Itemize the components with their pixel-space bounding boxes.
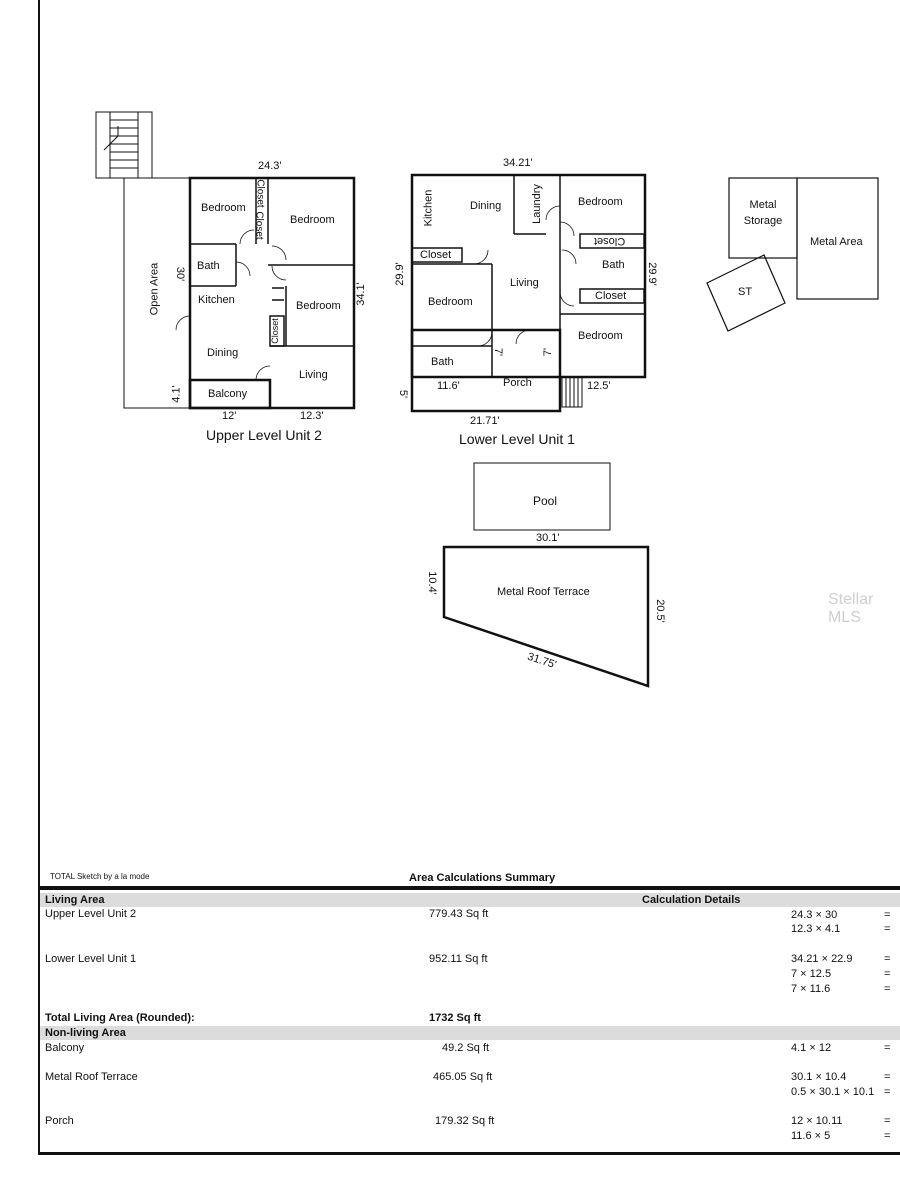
dim-lower-porch-b: 7'	[542, 347, 555, 357]
room-lower-bath-left: Bath	[431, 356, 454, 368]
dim-upper-right: 34.1'	[354, 282, 367, 306]
row-calc: 7 × 12.5	[791, 968, 832, 980]
total-living-value: 1732 Sq ft	[429, 1012, 481, 1024]
dim-lower-left: 29.9'	[393, 262, 406, 286]
row-area: 779.43 Sq ft	[429, 908, 489, 920]
room-lower-living: Living	[510, 277, 539, 289]
dim-upper-top: 24.3'	[258, 160, 282, 172]
room-lower-porch: Porch	[503, 377, 532, 389]
dim-terrace-bottom: 31.75'	[525, 650, 558, 672]
room-lower-bath-right: Bath	[602, 259, 625, 271]
row-calc: 7 × 11.6	[791, 983, 831, 995]
room-upper-dining: Dining	[207, 347, 239, 359]
living-header-band	[40, 893, 900, 907]
row-eq: =	[884, 1086, 891, 1098]
caption-lower-unit: Lower Level Unit 1	[459, 431, 575, 447]
row-name: Metal Roof Terrace	[45, 1071, 138, 1083]
room-upper-bedroom-1: Bedroom	[201, 202, 246, 214]
room-metal-area: Metal Area	[810, 236, 863, 248]
dim-terrace-left: 10.4'	[425, 571, 438, 595]
calc-details-header: Calculation Details	[642, 894, 741, 906]
room-upper-closet-3: Closet	[269, 318, 280, 344]
room-lower-closet-2: Closet	[594, 235, 626, 247]
room-upper-closet-2: Closet	[253, 211, 265, 240]
dim-lower-bottom-left: 11.6'	[437, 380, 460, 392]
room-lower-kitchen: Kitchen	[422, 189, 435, 227]
row-name: Balcony	[45, 1042, 85, 1054]
room-upper-balcony: Balcony	[208, 388, 248, 400]
row-calc: 12.3 × 4.1	[791, 923, 841, 935]
total-living-label: Total Living Area (Rounded):	[45, 1012, 195, 1024]
room-upper-bath: Bath	[197, 260, 220, 272]
dim-lower-right: 29.9'	[645, 262, 658, 286]
dim-upper-open-side: 4.1'	[170, 385, 183, 403]
dim-lower-porch-a: 7'	[492, 347, 505, 357]
dim-terrace-right: 20.5'	[653, 599, 666, 623]
row-area: 465.05 Sq ft	[433, 1071, 493, 1083]
room-lower-bedroom-3: Bedroom	[578, 330, 623, 342]
room-lower-dining: Dining	[470, 200, 502, 212]
nonliving-header-band	[40, 1026, 900, 1040]
row-calc: 34.21 × 22.9	[791, 953, 853, 965]
row-calc: 24.3 × 30	[791, 909, 838, 921]
summary-top-rule	[38, 886, 900, 890]
outbuildings-plan	[707, 178, 878, 331]
stairs-icon	[96, 112, 152, 178]
row-calc: 0.5 × 30.1 × 10.1	[791, 1086, 875, 1098]
summary-bottom-rule	[38, 1152, 900, 1155]
room-lower-closet-1: Closet	[420, 249, 452, 261]
room-st: ST	[738, 286, 753, 298]
row-eq: =	[884, 909, 891, 921]
room-upper-closet-1: Closet	[254, 179, 266, 208]
row-name: Porch	[45, 1115, 74, 1127]
terrace-label: Metal Roof Terrace	[497, 586, 590, 598]
row-calc: 12 × 10.11	[791, 1115, 843, 1127]
row-area: 179.32 Sq ft	[435, 1115, 495, 1127]
dim-lower-bottom: 21.71'	[470, 415, 500, 427]
dim-lower-bottom-right: 12.5'	[587, 380, 611, 392]
row-area: 952.11 Sq ft	[429, 953, 488, 965]
room-upper-bedroom-2: Bedroom	[290, 214, 335, 226]
room-open-area: Open Area	[148, 262, 161, 316]
dim-upper-left: 30'	[174, 266, 187, 282]
dim-lower-small: 5'	[397, 389, 410, 399]
entry-steps-icon	[562, 377, 582, 407]
row-calc: 30.1 × 10.4	[791, 1071, 847, 1083]
dim-upper-bottom-left: 12'	[222, 410, 237, 422]
room-lower-bedroom-2: Bedroom	[428, 296, 473, 308]
row-eq: =	[884, 983, 891, 995]
row-eq: =	[884, 968, 891, 980]
row-name: Lower Level Unit 1	[45, 953, 137, 965]
row-eq: =	[884, 1130, 891, 1142]
dim-lower-top: 34.21'	[503, 157, 533, 169]
caption-upper-unit: Upper Level Unit 2	[206, 427, 322, 443]
room-upper-living: Living	[299, 369, 328, 381]
row-name: Upper Level Unit 2	[45, 908, 137, 920]
row-calc: 4.1 × 12	[791, 1042, 832, 1054]
dim-upper-bottom-right: 12.3'	[300, 410, 324, 422]
row-calc: 11.6 × 5	[791, 1130, 831, 1142]
room-lower-closet-3: Closet	[595, 290, 627, 302]
room-lower-bedroom-1: Bedroom	[578, 196, 623, 208]
room-upper-kitchen: Kitchen	[198, 294, 235, 306]
row-area: 49.2 Sq ft	[442, 1042, 490, 1054]
room-metal-storage: Metal Storage	[743, 199, 783, 227]
row-eq: =	[884, 953, 891, 965]
room-lower-laundry: Laundry	[530, 184, 543, 224]
nonliving-area-header: Non-living Area	[45, 1027, 126, 1039]
summary-title: Area Calculations Summary	[409, 872, 556, 884]
dim-terrace-top: 30.1'	[536, 532, 560, 544]
room-upper-bedroom-3: Bedroom	[296, 300, 341, 312]
living-area-header: Living Area	[45, 894, 105, 906]
row-eq: =	[884, 1115, 891, 1127]
row-eq: =	[884, 1071, 891, 1083]
sketch-credit: TOTAL Sketch by a la mode	[50, 872, 150, 881]
row-eq: =	[884, 923, 891, 935]
pool-label: Pool	[533, 494, 558, 508]
watermark: Stellar MLS	[828, 591, 874, 626]
row-eq: =	[884, 1042, 891, 1054]
